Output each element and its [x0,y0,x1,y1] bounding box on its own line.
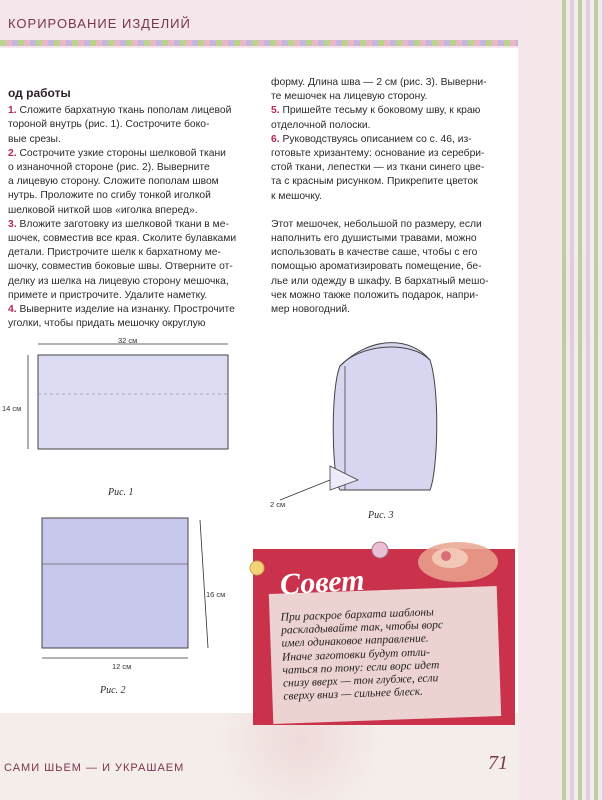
flower-decoration-icon [408,532,508,592]
step-number: 3. [8,218,17,230]
line-text: нутрь. Проложите по сгибу тонкой иголкой [8,190,211,202]
paragraph-line: чек можно также положить подарок, напри- [271,289,479,301]
line-text: шелковой ниткой шов «иголка вперед». [8,204,198,216]
text-line [8,147,258,161]
line-text: вые срезы. [8,133,61,145]
text-line [8,118,258,132]
line-text: форму. Длина шва — 2 см (рис. 3). Выверни- [271,77,487,88]
line-text: Сострочите узкие стороны шелковой ткани [19,147,226,159]
fig3-caption: Рис. 3 [368,510,394,521]
line-text: о изнаночной стороне (рис. 2). Выверните [8,162,210,174]
decorative-floral-margin [518,0,562,800]
text-line [8,232,258,246]
decorative-stripe [562,0,604,800]
tip-line: Иначе заготовки будут отли- [281,646,431,664]
text-line [271,90,516,104]
step-number: 5. [271,105,280,117]
fig1-caption: Рис. 1 [108,487,134,498]
line-text: примете и пристрочите. Удалите наметку. [8,289,208,301]
text-line [271,161,516,175]
fig2-height-label: 16 см [206,590,226,599]
text-line [8,289,258,303]
text-line [271,175,516,189]
text-line [271,119,516,133]
fig2-rectangle [42,518,188,648]
figure-3 [260,330,450,520]
text-line [8,133,258,147]
step-number: 4. [8,304,17,316]
step-number: 2. [8,147,17,159]
paragraph-line: использовать в качестве саше, чтобы с его [271,247,478,259]
line-text: делку из шелка на лицевую сторону мешочка, [8,275,229,287]
left-column [8,86,258,331]
tip-text [280,604,493,704]
step-number: 1. [8,105,17,117]
tip-line: чаться по тону: если ворс идет [282,658,440,677]
paragraph-line: лье или одежду в шкафу. В бархатный мешо- [271,275,489,287]
line-text: к мешочку. [271,190,322,202]
line-text: Выверните изделие на изнанку. Прострочите [19,304,235,316]
tip-title: Совет [279,563,366,602]
paragraph-line: Этот мешочек, небольшой по размеру, если [271,218,482,230]
text-line [8,218,258,232]
right-column [271,76,516,317]
step-number: 6. [271,133,280,145]
tip-line: имел одинаковое направление. [281,632,429,651]
bead-decoration-icon [366,538,396,568]
line-text: стой ткани, лепестки — из ткани синего цве- [271,162,485,174]
line-text: Пришейте тесьму к боковому шву, к краю [282,105,481,117]
tip-line: раскладывайте так, чтобы ворс [280,619,444,637]
bead-decoration-icon [245,540,275,580]
paragraph-line: помощью ароматизировать помещение, бе- [271,261,482,273]
fig1-height-label: 14 см [2,404,22,413]
line-text: готовьте хризантему: основание из серебри- [271,148,485,160]
tip-line: сверху вниз — сильнее блеск. [283,685,424,703]
fig3-seam-label: 2 см [270,500,286,509]
text-line [271,104,516,118]
figure-2 [30,512,230,682]
text-line [8,303,258,317]
text-line [8,189,258,203]
line-text: а лицевую сторону. Сложите пополам швом [8,176,219,188]
line-text: та с красным рисунком. Прикрепите цветок [271,176,478,188]
header-stripe [0,40,518,46]
tip-line: При раскрое бархата шаблоны [280,606,435,624]
text-line [8,161,258,175]
fig2-caption: Рис. 2 [100,685,126,696]
line-text: Руководствуясь описанием со с. 46, из- [282,133,472,145]
line-text: детали. Пристрочите шелк к бархатному ме- [8,247,221,259]
fig1-width-label: 32 см [118,336,138,345]
text-line [8,175,258,189]
line-text: тороной внутрь (рис. 1). Сострочите боко- [8,119,210,131]
text-line [8,204,258,218]
text-line [271,133,516,147]
fig2-width-label: 12 см [112,662,132,671]
figure-1 [0,330,260,510]
section-title: од работы [8,86,71,100]
text-line [271,76,516,90]
tip-line: снизу вверх — тон глубже, если [282,672,439,690]
text-line [271,190,516,204]
line-text: отделочной полоски. [271,119,371,131]
text-line [8,260,258,274]
footer-title: САМИ ШЬЕМ — И УКРАШАЕМ [4,762,185,774]
fig1-rectangle [38,355,228,449]
text-line [271,147,516,161]
section-header: КОРИРОВАНИЕ ИЗДЕЛИЙ [8,16,191,31]
page-number: 71 [488,752,508,774]
fig3-dim-arrow [280,480,330,500]
line-text: уголки, чтобы придать мешочку округлую [8,318,206,330]
line-text: шочек, совместив все края. Сколите булавками [8,233,237,245]
fig2-height-arrow [200,520,208,648]
line-text: те мешочек на лицевую сторону. [271,91,428,103]
text-line [8,246,258,260]
paragraph-line: мер новогодний. [271,304,350,316]
fig3-bag-shape [333,343,437,490]
text-line [8,104,258,118]
line-text: Вложите заготовку из шелковой ткани в ме- [19,218,229,230]
text-line [8,275,258,289]
line-text: шочку, совместив боковые швы. Отверните от- [8,261,233,273]
line-text: Сложите бархатную ткань пополам лицевой [19,105,232,117]
paragraph-line: наполнить его душистыми травами, можно [271,233,477,245]
